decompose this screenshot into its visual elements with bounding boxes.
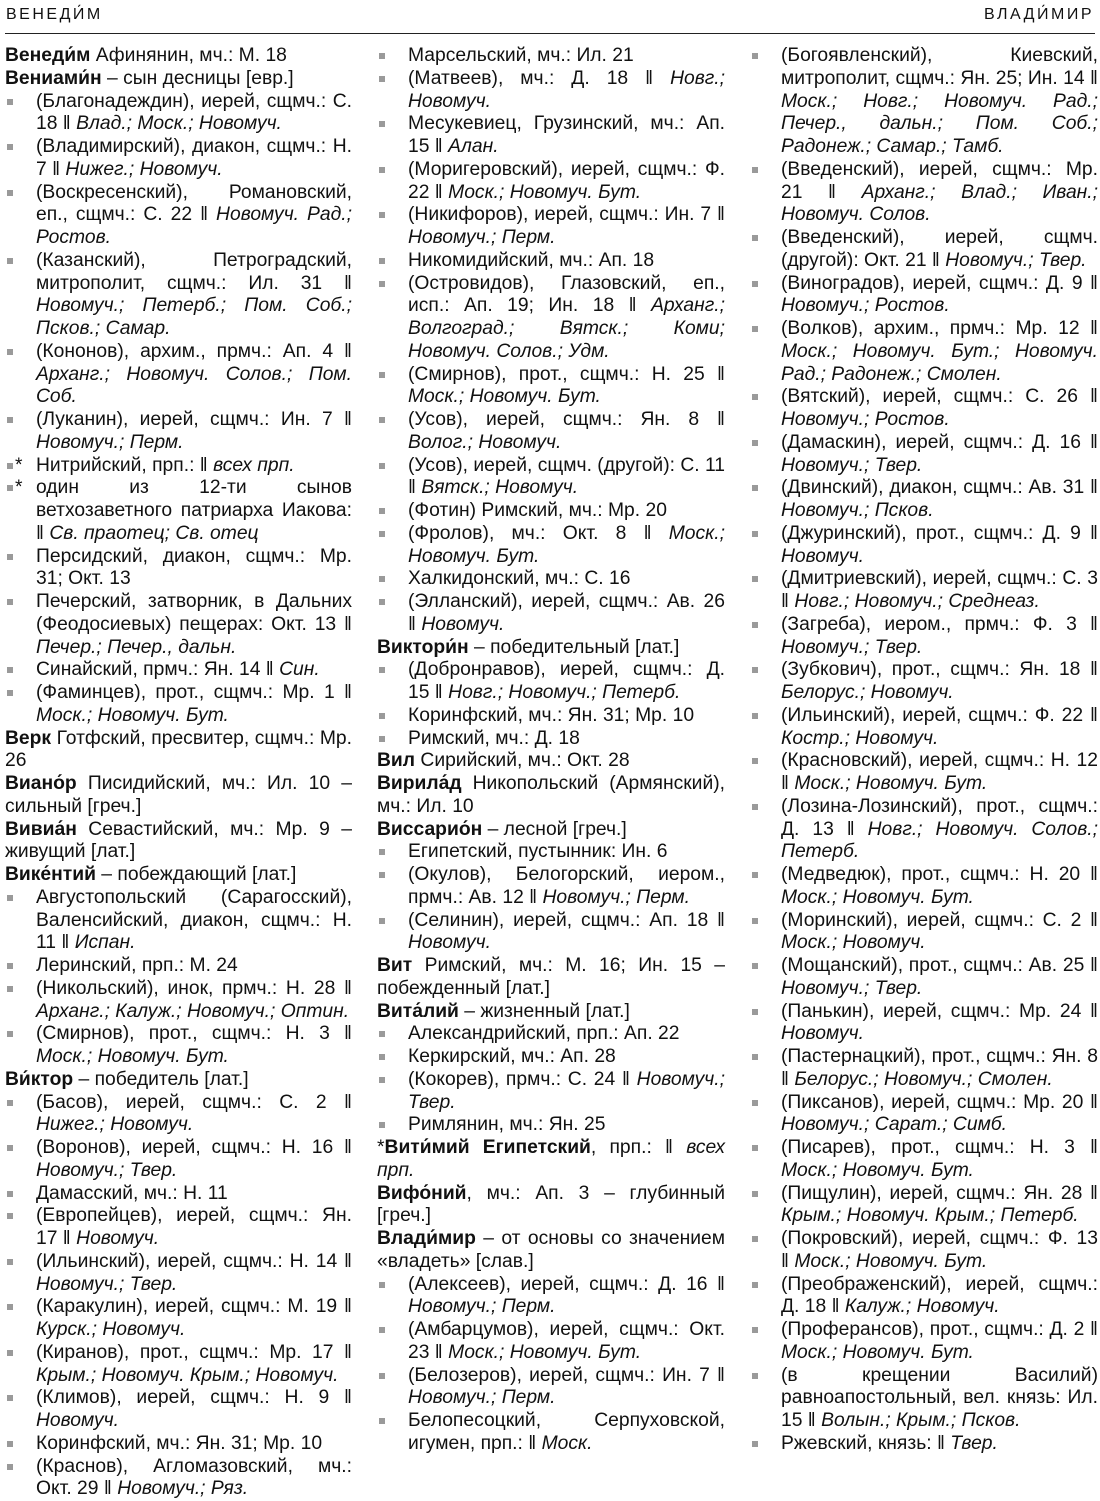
headword-entry bbox=[377, 819, 725, 842]
sub-entry bbox=[750, 1365, 1098, 1433]
entry-text: Севастийский, мч.: Мр. 9 – живущий [лат.] bbox=[5, 819, 352, 863]
places-list: Новомуч.; Твер. bbox=[36, 1160, 177, 1181]
sub-entry bbox=[5, 91, 352, 137]
entry-text: (Амбарцумов), иерей, сщмч.: Окт. 23 ‖ bbox=[408, 1319, 725, 1363]
sub-entry bbox=[377, 864, 725, 910]
places-list: Новомуч.; Твер. bbox=[36, 1274, 177, 1295]
entry-text: один из 12-ти сынов ветхозаветного патриарха Иакова: ‖ bbox=[36, 477, 352, 544]
sub-entry bbox=[750, 750, 1098, 796]
entry-text: Сирийский, мч.: Окт. 28 bbox=[415, 750, 630, 771]
sub-entry bbox=[377, 159, 725, 205]
entry-text: (Загреба), иером., прмч.: Ф. 3 ‖ bbox=[781, 614, 1098, 635]
headword: Верк bbox=[5, 728, 51, 749]
headword-entry bbox=[377, 637, 725, 660]
sub-entry bbox=[377, 455, 725, 501]
places-list: Новомуч. bbox=[781, 1023, 864, 1044]
sub-entry bbox=[750, 523, 1098, 569]
places-list: Волын.; Крым.; Псков. bbox=[821, 1410, 1020, 1431]
sub-entry bbox=[750, 318, 1098, 386]
headword: Вениами́н bbox=[5, 68, 102, 89]
sub-entry bbox=[5, 955, 352, 978]
entry-text: (Ильинский), иерей, сщмч.: Ф. 22 ‖ bbox=[781, 705, 1098, 726]
entry-text: (Преображенский), иерей, сщмч.: Д. 18 ‖ bbox=[781, 1274, 1098, 1318]
places-list: Новомуч. bbox=[76, 1228, 159, 1249]
places-list: Новомуч.; Твер. bbox=[408, 1069, 725, 1113]
entry-text: (Благонадеждин), иерей, сщмч.: С. 18 ‖ bbox=[36, 91, 352, 135]
places-list: Моск.; Новомуч. Бут. bbox=[781, 887, 974, 908]
places-list: Новомуч.; Сарат.; Симб. bbox=[781, 1114, 1007, 1135]
entry-text: Персидский, диакон, сщмч.: Мр. 31; Окт. 13 bbox=[36, 546, 352, 590]
entry-text: (Матвеев), мч.: Д. 18 ‖ bbox=[408, 68, 670, 89]
places-list: Новг.; Новомуч.; Среднеаз. bbox=[794, 591, 1040, 612]
headword-entry bbox=[5, 45, 352, 68]
sub-entry bbox=[377, 910, 725, 956]
sub-entry bbox=[377, 523, 725, 569]
headword: Вифо́ний bbox=[377, 1183, 467, 1204]
places-list: Моск.; Новг.; Новомуч. Рад.; Печер., дальн.; Пом. Соб.; Радонеж.; Самар.; Тамб. bbox=[781, 91, 1098, 158]
places-list: Испан. bbox=[75, 932, 136, 953]
sub-entry bbox=[750, 910, 1098, 956]
entry-text: – победитель [лат.] bbox=[73, 1069, 248, 1090]
sub-entry bbox=[377, 273, 725, 364]
headword: Венеди́м bbox=[5, 45, 90, 66]
headword: Влади́мир bbox=[377, 1228, 476, 1249]
places-list: Новг.; Новомуч. bbox=[408, 68, 725, 112]
sub-entry bbox=[377, 68, 725, 114]
entry-text: (Медведюк), прот., сщмч.: Н. 20 ‖ bbox=[781, 864, 1098, 885]
places-list: Арханг.; Новомуч. Солов.; Пом. Соб. bbox=[36, 364, 352, 408]
sub-entry bbox=[750, 273, 1098, 319]
places-list: Новомуч.; Перм. bbox=[36, 432, 183, 453]
sub-entry bbox=[5, 1456, 352, 1501]
headword-entry bbox=[377, 1183, 725, 1229]
headword: Вити́мий bbox=[385, 1137, 470, 1158]
running-head-left: ВЕНЕДИ́М bbox=[6, 6, 103, 24]
entry-text: (Воскресенский), Романовский, еп., сщмч.: С. 22 ‖ bbox=[36, 182, 352, 226]
asterisk-mark: * bbox=[15, 477, 23, 500]
sub-entry bbox=[377, 591, 725, 637]
sub-entry bbox=[377, 568, 725, 591]
sub-entry bbox=[377, 45, 725, 68]
sub-entry bbox=[5, 455, 352, 478]
entry-text: (Усов), иерей, сщмч.: Ян. 8 ‖ bbox=[408, 409, 725, 430]
page-header bbox=[5, 0, 1095, 34]
entry-text: (Фотин) Римский, мч.: Мр. 20 bbox=[408, 500, 667, 521]
entry-text: – сын десницы [евр.] bbox=[102, 68, 294, 89]
headword-entry bbox=[5, 68, 352, 91]
places-list: Новомуч.; Петерб.; Пом. Соб.; Псков.; Самар. bbox=[36, 295, 352, 339]
headword-entry bbox=[5, 864, 352, 887]
sub-entry bbox=[5, 546, 352, 592]
places-list: Новомуч.; Ростов. bbox=[781, 295, 950, 316]
sub-entry bbox=[377, 728, 725, 751]
entry-text: – жизненный [лат.] bbox=[459, 1001, 630, 1022]
sub-entry bbox=[750, 955, 1098, 1001]
sub-entry bbox=[5, 1433, 352, 1456]
places-list: Моск.; Новомуч. Бут.; Новомуч. Рад.; Радонеж.; Смолен. bbox=[781, 341, 1098, 385]
entry-text: (Писарев), прот., сщмч.: Н. 3 ‖ bbox=[781, 1137, 1098, 1158]
sub-entry bbox=[750, 1137, 1098, 1183]
entry-text: – победительный [лат.] bbox=[469, 637, 680, 658]
places-list: Моск.; Новомуч. Бут. bbox=[408, 386, 601, 407]
sub-entry bbox=[5, 1023, 352, 1069]
entry-text: Коринфский, мч.: Ян. 31; Мр. 10 bbox=[36, 1433, 322, 1454]
headword-entry bbox=[5, 728, 352, 774]
entry-text: (Введенский), иерей, сщмч.: Мр. 21 ‖ bbox=[781, 159, 1098, 203]
sub-entry bbox=[5, 1387, 352, 1433]
entry-text: (Краснов), Агломазовский, мч.: Окт. 29 ‖ bbox=[36, 1456, 352, 1500]
headword-entry bbox=[5, 773, 352, 819]
entry-text: Ржевский, князь: ‖ bbox=[781, 1433, 950, 1454]
entry-text: (Климов), иерей, сщмч.: Н. 9 ‖ bbox=[36, 1387, 352, 1408]
sub-entry bbox=[750, 1433, 1098, 1456]
entry-text: (Басов), иерей, сщмч.: С. 2 ‖ bbox=[36, 1092, 352, 1113]
entry-text: (Алексеев), иерей, сщмч.: Д. 16 ‖ bbox=[408, 1274, 725, 1295]
running-head-right: ВЛАДИ́МИР bbox=[984, 6, 1094, 24]
entry-text: (Кононов), архим., прмч.: Ап. 4 ‖ bbox=[36, 341, 352, 362]
column-3 bbox=[750, 45, 1098, 1456]
entry-text: Белопесоцкий, Серпуховской, игумен, прп.: ‖ bbox=[408, 1410, 725, 1454]
places-list: Моск.; Новомуч. Бут. bbox=[781, 1160, 974, 1181]
sub-entry bbox=[377, 1319, 725, 1365]
entry-text: (Моринский), иерей, сщмч.: С. 2 ‖ bbox=[781, 910, 1098, 931]
sub-entry bbox=[5, 1137, 352, 1183]
entry-text: (Смирнов), прот., сщмч.: Н. 25 ‖ bbox=[408, 364, 725, 385]
sub-entry bbox=[750, 864, 1098, 910]
sub-entry bbox=[377, 705, 725, 728]
places-list: Новомуч. bbox=[408, 932, 491, 953]
headword-entry bbox=[377, 1001, 725, 1024]
sub-entry bbox=[377, 409, 725, 455]
places-list: Новомуч. bbox=[421, 614, 504, 635]
entry-text: Римский, мч.: Д. 18 bbox=[408, 728, 580, 749]
entry-text: Дамасский, мч.: Н. 11 bbox=[36, 1183, 228, 1204]
entry-text: (Добронравов), иерей, сщмч.: Д. 15 ‖ bbox=[408, 659, 725, 703]
sub-entry bbox=[750, 1319, 1098, 1365]
entry-text: Леринский, прп.: М. 24 bbox=[36, 955, 238, 976]
entry-text: (Смирнов), прот., сщмч.: Н. 3 ‖ bbox=[36, 1023, 352, 1044]
headword-entry bbox=[5, 819, 352, 865]
sub-entry bbox=[5, 409, 352, 455]
sub-entry bbox=[5, 1342, 352, 1388]
headword: Ви́ктор bbox=[5, 1069, 73, 1090]
sub-entry bbox=[750, 45, 1098, 159]
places-list: Калуж.; Новомуч. bbox=[845, 1296, 1000, 1317]
sub-entry bbox=[750, 1274, 1098, 1320]
headword-entry bbox=[377, 750, 725, 773]
sub-entry bbox=[377, 250, 725, 273]
headword: Вике́нтий bbox=[5, 864, 96, 885]
places-list: Крым.; Новомуч. Крым.; Петерб. bbox=[781, 1205, 1079, 1226]
places-list: Твер. bbox=[950, 1433, 998, 1454]
sub-entry bbox=[377, 1274, 725, 1320]
entry-text: (Зубкович), прот., сщмч.: Ян. 18 ‖ bbox=[781, 659, 1098, 680]
entry-text: (Виноградов), иерей, сщмч.: Д. 9 ‖ bbox=[781, 273, 1098, 294]
sub-entry bbox=[377, 204, 725, 250]
entry-text: (Каракулин), иерей, сщмч.: М. 19 ‖ bbox=[36, 1296, 352, 1317]
entry-text: Марсельский, мч.: Ил. 21 bbox=[408, 45, 634, 66]
entry-text: (Введенский), иерей, сщмч. (другой): Окт. 21 ‖ bbox=[781, 227, 1098, 271]
entry-text: (Белозеров), иерей, сщмч.: Ин. 7 ‖ bbox=[408, 1365, 725, 1386]
headword: Вил bbox=[377, 750, 415, 771]
entry-text: Александрийский, прп.: Ап. 22 bbox=[408, 1023, 679, 1044]
places-list: Моск.; Новомуч. Бут. bbox=[36, 1046, 229, 1067]
places-list: Печер.; Печер., дальн. bbox=[36, 637, 236, 658]
entry-text: (Усов), иерей, сщмч. (другой): С. 11 ‖ bbox=[408, 455, 725, 499]
headword: Виссарио́н bbox=[377, 819, 482, 840]
entry-text: (Островидов), Глазовский, еп., исп.: Ап. 19; Ин. 18 ‖ bbox=[408, 273, 725, 317]
sub-entry bbox=[5, 1251, 352, 1297]
entry-text: Римский, мч.: М. 16; Ин. 15 – побежденный [лат.] bbox=[377, 955, 725, 999]
sub-entry bbox=[5, 250, 352, 341]
entry-text: (Луканин), иерей, сщмч.: Ин. 7 ‖ bbox=[36, 409, 352, 430]
entry-text: – от основы со значением «владеть» [слав.] bbox=[377, 1228, 725, 1272]
sub-entry bbox=[5, 1092, 352, 1138]
places-list: Моск.; Новомуч. Бут. bbox=[36, 705, 229, 726]
entry-text: (Дмитриевский), иерей, сщмч.: С. 3 ‖ bbox=[781, 568, 1098, 612]
entry-text: , прп.: ‖ bbox=[591, 1137, 686, 1158]
entry-text: (Лозина-Лозинский), прот., сщмч.: Д. 13 ‖ bbox=[781, 796, 1098, 840]
sub-entry bbox=[377, 659, 725, 705]
entry-text: Готфский, пресвитер, сщмч.: Мр. 26 bbox=[5, 728, 352, 772]
entry-text: (Мощанский), прот., сщмч.: Ав. 25 ‖ bbox=[781, 955, 1098, 976]
entry-text: (Киранов), прот., сщмч.: Мр. 17 ‖ bbox=[36, 1342, 352, 1363]
entry-text: Египетский, пустынник: Ин. 6 bbox=[408, 841, 668, 862]
places-list: Алан. bbox=[448, 136, 498, 157]
entry-text: (Кокорев), прмч.: С. 24 ‖ bbox=[408, 1069, 637, 1090]
entry-text: (Окулов), Белогорский, иером., прмч.: Ав. 12 ‖ bbox=[408, 864, 725, 908]
sub-entry bbox=[377, 1023, 725, 1046]
places-list: Волог.; Новомуч. bbox=[408, 432, 561, 453]
places-list: Арханг.; Влад.; Иван.; Новомуч. Солов. bbox=[781, 182, 1098, 226]
entry-text: (Воронов), иерей, сщмч.: Н. 16 ‖ bbox=[36, 1137, 352, 1158]
entry-text: Месукевиец, Грузинский, мч.: Ап. 15 ‖ bbox=[408, 113, 725, 157]
entry-text: – побеждающий [лат.] bbox=[96, 864, 296, 885]
entry-text: (Двинский), диакон, сщмч.: Ав. 31 ‖ bbox=[781, 477, 1098, 498]
headword-suffix: Египетский bbox=[470, 1137, 591, 1158]
places-list: Моск.; Новомуч. Бут. bbox=[794, 773, 987, 794]
entry-text: (Проферансов), прот., сщмч.: Д. 2 ‖ bbox=[781, 1319, 1098, 1340]
places-list: Арханг.; Волгоград.; Вятск.; Коми; Новомуч. Солов.; Удм. bbox=[408, 295, 725, 362]
entry-text: Нитрийский, прп.: ‖ bbox=[36, 455, 213, 476]
headword: Вита́лий bbox=[377, 1001, 459, 1022]
sub-entry bbox=[750, 477, 1098, 523]
sub-entry bbox=[5, 341, 352, 409]
sub-entry bbox=[377, 1410, 725, 1456]
entry-text: (Ильинский), иерей, сщмч.: Н. 14 ‖ bbox=[36, 1251, 352, 1272]
headword: Виано́р bbox=[5, 773, 77, 794]
entry-text: , мч.: Ап. 3 – глубинный [греч.] bbox=[377, 1183, 725, 1227]
entry-text: (Элланский), иерей, сщмч.: Ав. 26 ‖ bbox=[408, 591, 725, 635]
entry-text: (Казанский), Петроградский, митрополит, сщмч.: Ил. 31 ‖ bbox=[36, 250, 352, 294]
places-list: Новомуч.; Перм. bbox=[408, 227, 555, 248]
sub-entry bbox=[377, 841, 725, 864]
sub-entry bbox=[750, 1228, 1098, 1274]
places-list: Новомуч. bbox=[36, 1410, 119, 1431]
headword: Вирила́д bbox=[377, 773, 462, 794]
sub-entry bbox=[377, 113, 725, 159]
places-list: Новомуч.; Ростов. bbox=[781, 409, 950, 430]
entry-text: Никопольский (Армянский), мч.: Ил. 10 bbox=[377, 773, 725, 817]
entry-text: Керкирский, мч.: Ап. 28 bbox=[408, 1046, 616, 1067]
sub-entry bbox=[5, 659, 352, 682]
entry-text: (в крещении Василий) равноапостольный, вел. князь: Ил. 15 ‖ bbox=[781, 1365, 1098, 1432]
sub-entry bbox=[5, 1205, 352, 1251]
sub-entry bbox=[377, 500, 725, 523]
places-list: Моск.; Новомуч. Бут. bbox=[781, 1342, 974, 1363]
column-1 bbox=[5, 45, 352, 1501]
sub-entry bbox=[750, 227, 1098, 273]
entry-text: (Никольский), инок, прмч.: Н. 28 ‖ bbox=[36, 978, 352, 999]
headword-entry bbox=[377, 1137, 725, 1183]
entry-text: (Дамаскин), иерей, сщмч.: Д. 16 ‖ bbox=[781, 432, 1098, 453]
entry-text: (Фаминцев), прот., сщмч.: Мр. 1 ‖ bbox=[36, 682, 352, 703]
places-list: Влад.; Моск.; Новомуч. bbox=[76, 113, 282, 134]
places-list: Белорус.; Новомуч. bbox=[781, 682, 954, 703]
sub-entry bbox=[5, 682, 352, 728]
sub-entry bbox=[750, 614, 1098, 660]
sub-entry bbox=[750, 1046, 1098, 1092]
headword: Вит bbox=[377, 955, 412, 976]
entry-text: Никомидийский, мч.: Ап. 18 bbox=[408, 250, 654, 271]
entry-text: (Волков), архим., прмч.: Мр. 12 ‖ bbox=[781, 318, 1098, 339]
entry-text: (Пищулин), иерей, сщмч.: Ян. 28 ‖ bbox=[781, 1183, 1098, 1204]
entry-text: Писидийский, мч.: Ил. 10 – сильный [греч.] bbox=[5, 773, 352, 817]
sub-entry bbox=[5, 591, 352, 659]
entry-text: (Богоявленский), Киевский, митрополит, сщмч.: Ян. 25; Ин. 14 ‖ bbox=[781, 45, 1098, 89]
places-list: Новомуч.; Псков. bbox=[781, 500, 934, 521]
headword: Виктори́н bbox=[377, 637, 469, 658]
places-list: Нижег.; Новомуч. bbox=[36, 1114, 193, 1135]
places-list: Новомуч.; Перм. bbox=[408, 1296, 555, 1317]
places-list: Костр.; Новомуч. bbox=[781, 728, 938, 749]
sub-entry bbox=[5, 477, 352, 545]
sub-entry bbox=[750, 568, 1098, 614]
sub-entry bbox=[5, 136, 352, 182]
entry-text: – лесной [греч.] bbox=[482, 819, 627, 840]
entry-text: Римлянин, мч.: Ян. 25 bbox=[408, 1114, 605, 1135]
entry-text: (Панькин), иерей, сщмч.: Мр. 24 ‖ bbox=[781, 1001, 1098, 1022]
sub-entry bbox=[750, 386, 1098, 432]
places-list: Крым.; Новомуч. Крым.; Новомуч. bbox=[36, 1365, 338, 1386]
entry-text: Афинянин, мч.: М. 18 bbox=[90, 45, 287, 66]
sub-entry bbox=[750, 1183, 1098, 1229]
entry-text: (Красновский), иерей, сщмч.: Н. 12 ‖ bbox=[781, 750, 1098, 794]
sub-entry bbox=[750, 1092, 1098, 1138]
entry-text: Халкидонский, мч.: С. 16 bbox=[408, 568, 630, 589]
sub-entry bbox=[750, 796, 1098, 864]
entry-text: (Селинин), иерей, сщмч.: Ап. 18 ‖ bbox=[408, 910, 725, 931]
places-list: Новомуч.; Перм. bbox=[408, 1387, 555, 1408]
places-list: Моск.; Новомуч. Бут. bbox=[448, 1342, 641, 1363]
places-list: всех прп. bbox=[377, 1137, 725, 1181]
entry-text: Печерский, затворник, в Дальних (Феодосиевых) пещерах: Окт. 13 ‖ bbox=[36, 591, 352, 635]
places-list: Нижег.; Новомуч. bbox=[65, 159, 222, 180]
entry-text: (Пиксанов), иерей, сщмч.: Мр. 20 ‖ bbox=[781, 1092, 1098, 1113]
headword-entry bbox=[377, 955, 725, 1001]
places-list: Моск.; Новомуч. Бут. bbox=[794, 1251, 987, 1272]
places-list: Моск.; Новомуч. bbox=[781, 932, 926, 953]
entry-text: (Европейцев), иерей, сщмч.: Ян. 17 ‖ bbox=[36, 1205, 352, 1249]
entry-text: (Никифоров), иерей, сщмч.: Ин. 7 ‖ bbox=[408, 204, 725, 225]
sub-entry bbox=[750, 432, 1098, 478]
headword-entry bbox=[377, 1228, 725, 1274]
entry-text: (Джуринский), прот., сщмч.: Д. 9 ‖ bbox=[781, 523, 1098, 544]
places-list: Моск. bbox=[542, 1433, 593, 1454]
sub-entry bbox=[750, 705, 1098, 751]
headword-entry bbox=[377, 773, 725, 819]
places-list: Новг.; Новомуч.; Петерб. bbox=[448, 682, 680, 703]
places-list: Моск.; Новомуч. Бут. bbox=[408, 523, 725, 567]
sub-entry bbox=[5, 1183, 352, 1206]
sub-entry bbox=[750, 659, 1098, 705]
entry-text: (Вятский), иерей, сщмч.: С. 26 ‖ bbox=[781, 386, 1098, 407]
entry-text: Августопольский (Сарагосский), Валенсийский, диакон, сщмч.: Н. 11 ‖ bbox=[36, 887, 352, 954]
sub-entry bbox=[750, 1001, 1098, 1047]
places-list: Моск.; Новомуч. Бут. bbox=[448, 182, 641, 203]
places-list: Новомуч.; Твер. bbox=[945, 250, 1086, 271]
places-list: Курск.; Новомуч. bbox=[36, 1319, 185, 1340]
entry-text: (Покровский), иерей, сщмч.: Ф. 13 ‖ bbox=[781, 1228, 1098, 1272]
places-list: Арханг.; Калуж.; Новомуч.; Оптин. bbox=[36, 1001, 349, 1022]
headword: Вивиа́н bbox=[5, 819, 77, 840]
places-list: Вятск.; Новомуч. bbox=[421, 477, 578, 498]
sub-entry bbox=[377, 1069, 725, 1115]
places-list: Син. bbox=[279, 659, 320, 680]
places-list: Белорус.; Новомуч.; Смолен. bbox=[794, 1069, 1052, 1090]
sub-entry bbox=[377, 1114, 725, 1137]
entry-text: (Владимирский), диакон, сщмч.: Н. 7 ‖ bbox=[36, 136, 352, 180]
entry-text: (Моригеровский), иерей, сщмч.: Ф. 22 ‖ bbox=[408, 159, 725, 203]
places-list: Новомуч.; Твер. bbox=[781, 455, 922, 476]
asterisk-mark: * bbox=[15, 455, 23, 478]
entry-text: Синайский, прмч.: Ян. 14 ‖ bbox=[36, 659, 279, 680]
sub-entry bbox=[5, 1296, 352, 1342]
entry-text: (Фролов), мч.: Окт. 8 ‖ bbox=[408, 523, 669, 544]
places-list: Новомуч.; Ряз. bbox=[117, 1478, 248, 1499]
places-list: Новг.; Новомуч. Солов.; Петерб. bbox=[781, 819, 1098, 863]
sub-entry bbox=[377, 364, 725, 410]
places-list: всех прп. bbox=[213, 455, 294, 476]
places-list: Новомуч.; Твер. bbox=[781, 978, 922, 999]
places-list: Новомуч. bbox=[781, 546, 864, 567]
sub-entry bbox=[377, 1046, 725, 1069]
sub-entry bbox=[5, 182, 352, 250]
entry-text: (Пастернацкий), прот., сщмч.: Ян. 8 ‖ bbox=[781, 1046, 1098, 1090]
headword-entry bbox=[5, 1069, 352, 1092]
sub-entry bbox=[5, 978, 352, 1024]
sub-entry bbox=[377, 1365, 725, 1411]
sub-entry bbox=[5, 887, 352, 955]
asterisk-mark: * bbox=[377, 1137, 385, 1158]
places-list: Св. праотец; Св. отец bbox=[49, 523, 258, 544]
sub-entry bbox=[750, 159, 1098, 227]
entry-text: Коринфский, мч.: Ян. 31; Мр. 10 bbox=[408, 705, 694, 726]
places-list: Новомуч. Рад.; Ростов. bbox=[36, 204, 352, 248]
column-2 bbox=[377, 45, 725, 1456]
places-list: Новомуч.; Перм. bbox=[542, 887, 689, 908]
places-list: Новомуч.; Твер. bbox=[781, 637, 922, 658]
